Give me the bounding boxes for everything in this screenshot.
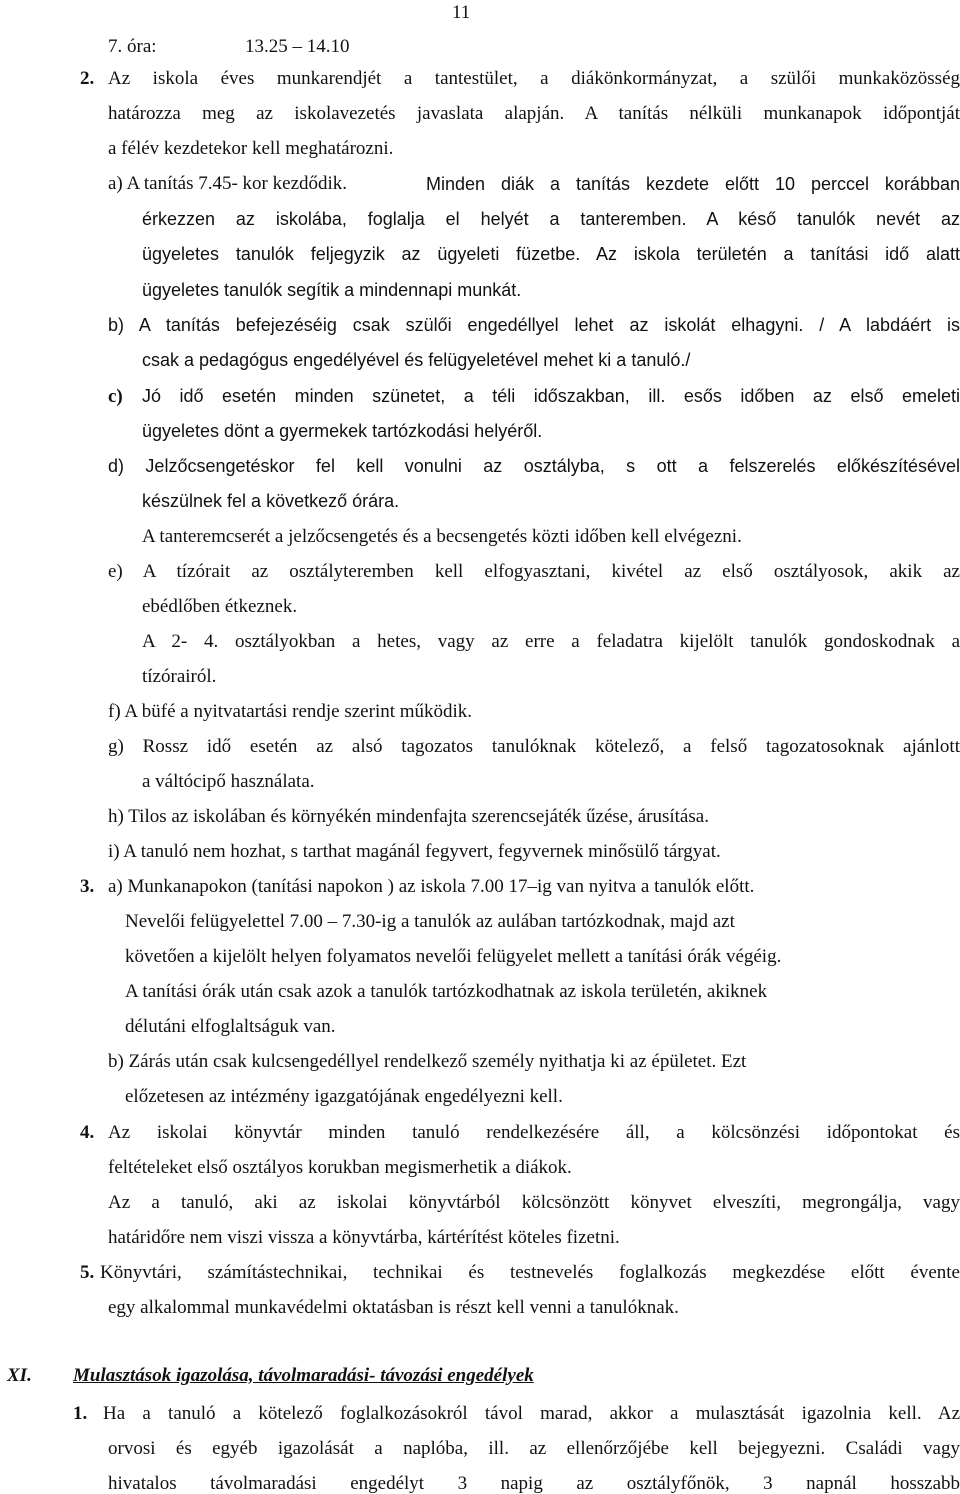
item-d-line-2: készülnek fel a következő órára. <box>142 491 400 511</box>
period-time: 13.25 – 14.10 <box>245 36 350 57</box>
item-e-line-1: e) A tízórait az osztályteremben kell elfogyasztani, kivétel az első osztályosok, akik az <box>108 561 960 582</box>
item-e-line-2: ebédlőben étkeznek. <box>142 596 298 617</box>
item-d-line-3: A tanteremcserét a jelzőcsengetés és a becsengetés közti időben kell elvégezni. <box>142 526 742 547</box>
section-3-line-5: délutáni elfoglaltságuk van. <box>125 1016 336 1037</box>
section-4-line-2: feltételeket első osztályos korukban megismerhetik a diákok. <box>108 1157 572 1178</box>
section-5-line-1: Könyvtári, számítástechnikai, technikai és testnevelés foglalkozás megkezdése előtt évente <box>100 1262 960 1283</box>
item-f-line-1: f) A büfé a nyitvatartási rendje szerint működik. <box>108 701 473 722</box>
section-2-number: 2. <box>80 68 95 89</box>
item-a-line-1: a) A tanítás 7.45- kor kezdődik. <box>108 173 348 194</box>
item-g-line-2: a váltócipő használata. <box>142 771 315 792</box>
section-4-number: 4. <box>80 1122 95 1143</box>
section-3-line-7: előzetesen az intézmény igazgatójának engedélyezni kell. <box>125 1086 563 1107</box>
section-4-line-1: Az iskolai könyvtár minden tanuló rendelkezésére áll, a kölcsönzési időpontokat és <box>108 1122 960 1143</box>
section-4-line-3: Az a tanuló, aki az iskolai könyvtárból kölcsönzött könyvet elveszíti, megrongálja, vagy <box>108 1192 960 1213</box>
item-i-line-1: i) A tanuló nem hozhat, s tarthat magánál fegyvert, fegyvernek minősülő tárgyat. <box>108 841 721 862</box>
item-c-label: c) <box>108 386 123 407</box>
item-a-line-3: ügyeletes tanulók feljegyzik az ügyeleti füzetbe. Az iskola területén a tanítási idő alatt <box>142 244 960 264</box>
item-a-line-1b: Minden diák a tanítás kezdete előtt 10 perccel korábban <box>426 174 960 194</box>
chapter-number: XI. <box>7 1365 32 1386</box>
item-a-line-2: érkezzen az iskolába, foglalja el helyét a tanteremben. A késő tanulók nevét az <box>142 209 960 229</box>
section-2-line-2: határozza meg az iskolavezetés javaslata alapján. A tanítás nélküli munkanapok időpontját <box>108 103 960 124</box>
section-3-number: 3. <box>80 876 95 897</box>
item-c-line-2: ügyeletes dönt a gyermekek tartózkodási helyéről. <box>142 421 543 441</box>
item-d-line-1: d) Jelzőcsengetéskor fel kell vonulni az osztályba, s ott a felszerelés előkészítésével <box>108 456 960 476</box>
section-5-number: 5. <box>80 1262 95 1283</box>
section-3-line-4: A tanítási órák után csak azok a tanulók tartózkodhatnak az iskola területén, akiknek <box>125 981 768 1002</box>
item-a-line-4: ügyeletes tanulók segítik a mindennapi munkát. <box>142 280 522 300</box>
item-b-line-1: b) A tanítás befejezéséig csak szülői engedéllyel lehet az iskolát elhagyni. / A labdáért is <box>108 315 960 335</box>
chapter-item-1-line-2: orvosi és egyéb igazolását a naplóba, ill. az ellenőrzőjébe kell bejegyezni. Családi vagy <box>108 1438 960 1459</box>
item-e-line-4: tízórairól. <box>142 666 217 687</box>
page-number: 11 <box>452 2 471 23</box>
item-g-line-1: g) Rossz idő esetén az alsó tagozatos tanulóknak kötelező, a felső tagozatosoknak ajánlott <box>108 736 960 757</box>
section-2-line-3: a félév kezdetekor kell meghatározni. <box>108 138 394 159</box>
item-e-line-3: A 2- 4. osztályokban a hetes, vagy az erre a feladatra kijelölt tanulók gondoskodnak a <box>142 631 960 652</box>
period-label: 7. óra: <box>108 36 157 57</box>
section-4-line-4: határidőre nem viszi vissza a könyvtárba, kártérítést köteles fizetni. <box>108 1227 620 1248</box>
section-2-line-1: Az iskola éves munkarendjét a tantestület, a diákönkormányzat, a szülői munkaközösség <box>108 68 960 89</box>
chapter-title-text: Mulasztások igazolása, távolmaradási- távozási engedélyek <box>73 1365 534 1386</box>
chapter-item-1-number: 1. <box>73 1403 88 1424</box>
chapter-item-1-line-3: hivatalos távolmaradási engedélyt 3 napig az osztályfőnök, 3 napnál hosszabb <box>108 1473 960 1494</box>
section-3-line-1: a) Munkanapokon (tanítási napokon ) az iskola 7.00 17–ig van nyitva a tanulók előtt. <box>108 876 755 897</box>
item-b-line-2: csak a pedagógus engedélyével és felügyeletével mehet ki a tanuló./ <box>142 350 691 370</box>
item-c-line-1: Jó idő esetén minden szünetet, a téli időszakban, ill. esős időben az első emeleti <box>142 386 960 406</box>
chapter-item-1-line-1: Ha a tanuló a kötelező foglalkozásokról távol marad, akkor a mulasztását igazolnia kell. Az <box>103 1403 960 1424</box>
section-5-line-2: egy alkalommal munkavédelmi oktatásban is részt kell venni a tanulóknak. <box>108 1297 679 1318</box>
section-3-line-3: követően a kijelölt helyen folyamatos nevelői felügyelet mellett a tanítási órák végéig. <box>125 946 782 967</box>
section-3-line-2: Nevelői felügyelettel 7.00 – 7.30-ig a tanulók az aulában tartózkodnak, majd azt <box>125 911 735 932</box>
chapter-title <box>73 1366 534 1385</box>
item-h-line-1: h) Tilos az iskolában és környékén mindenfajta szerencsejáték űzése, árusítása. <box>108 806 709 827</box>
section-3-line-6: b) Zárás után csak kulcsengedéllyel rendelkező személy nyithatja ki az épületet. Ezt <box>108 1051 747 1072</box>
